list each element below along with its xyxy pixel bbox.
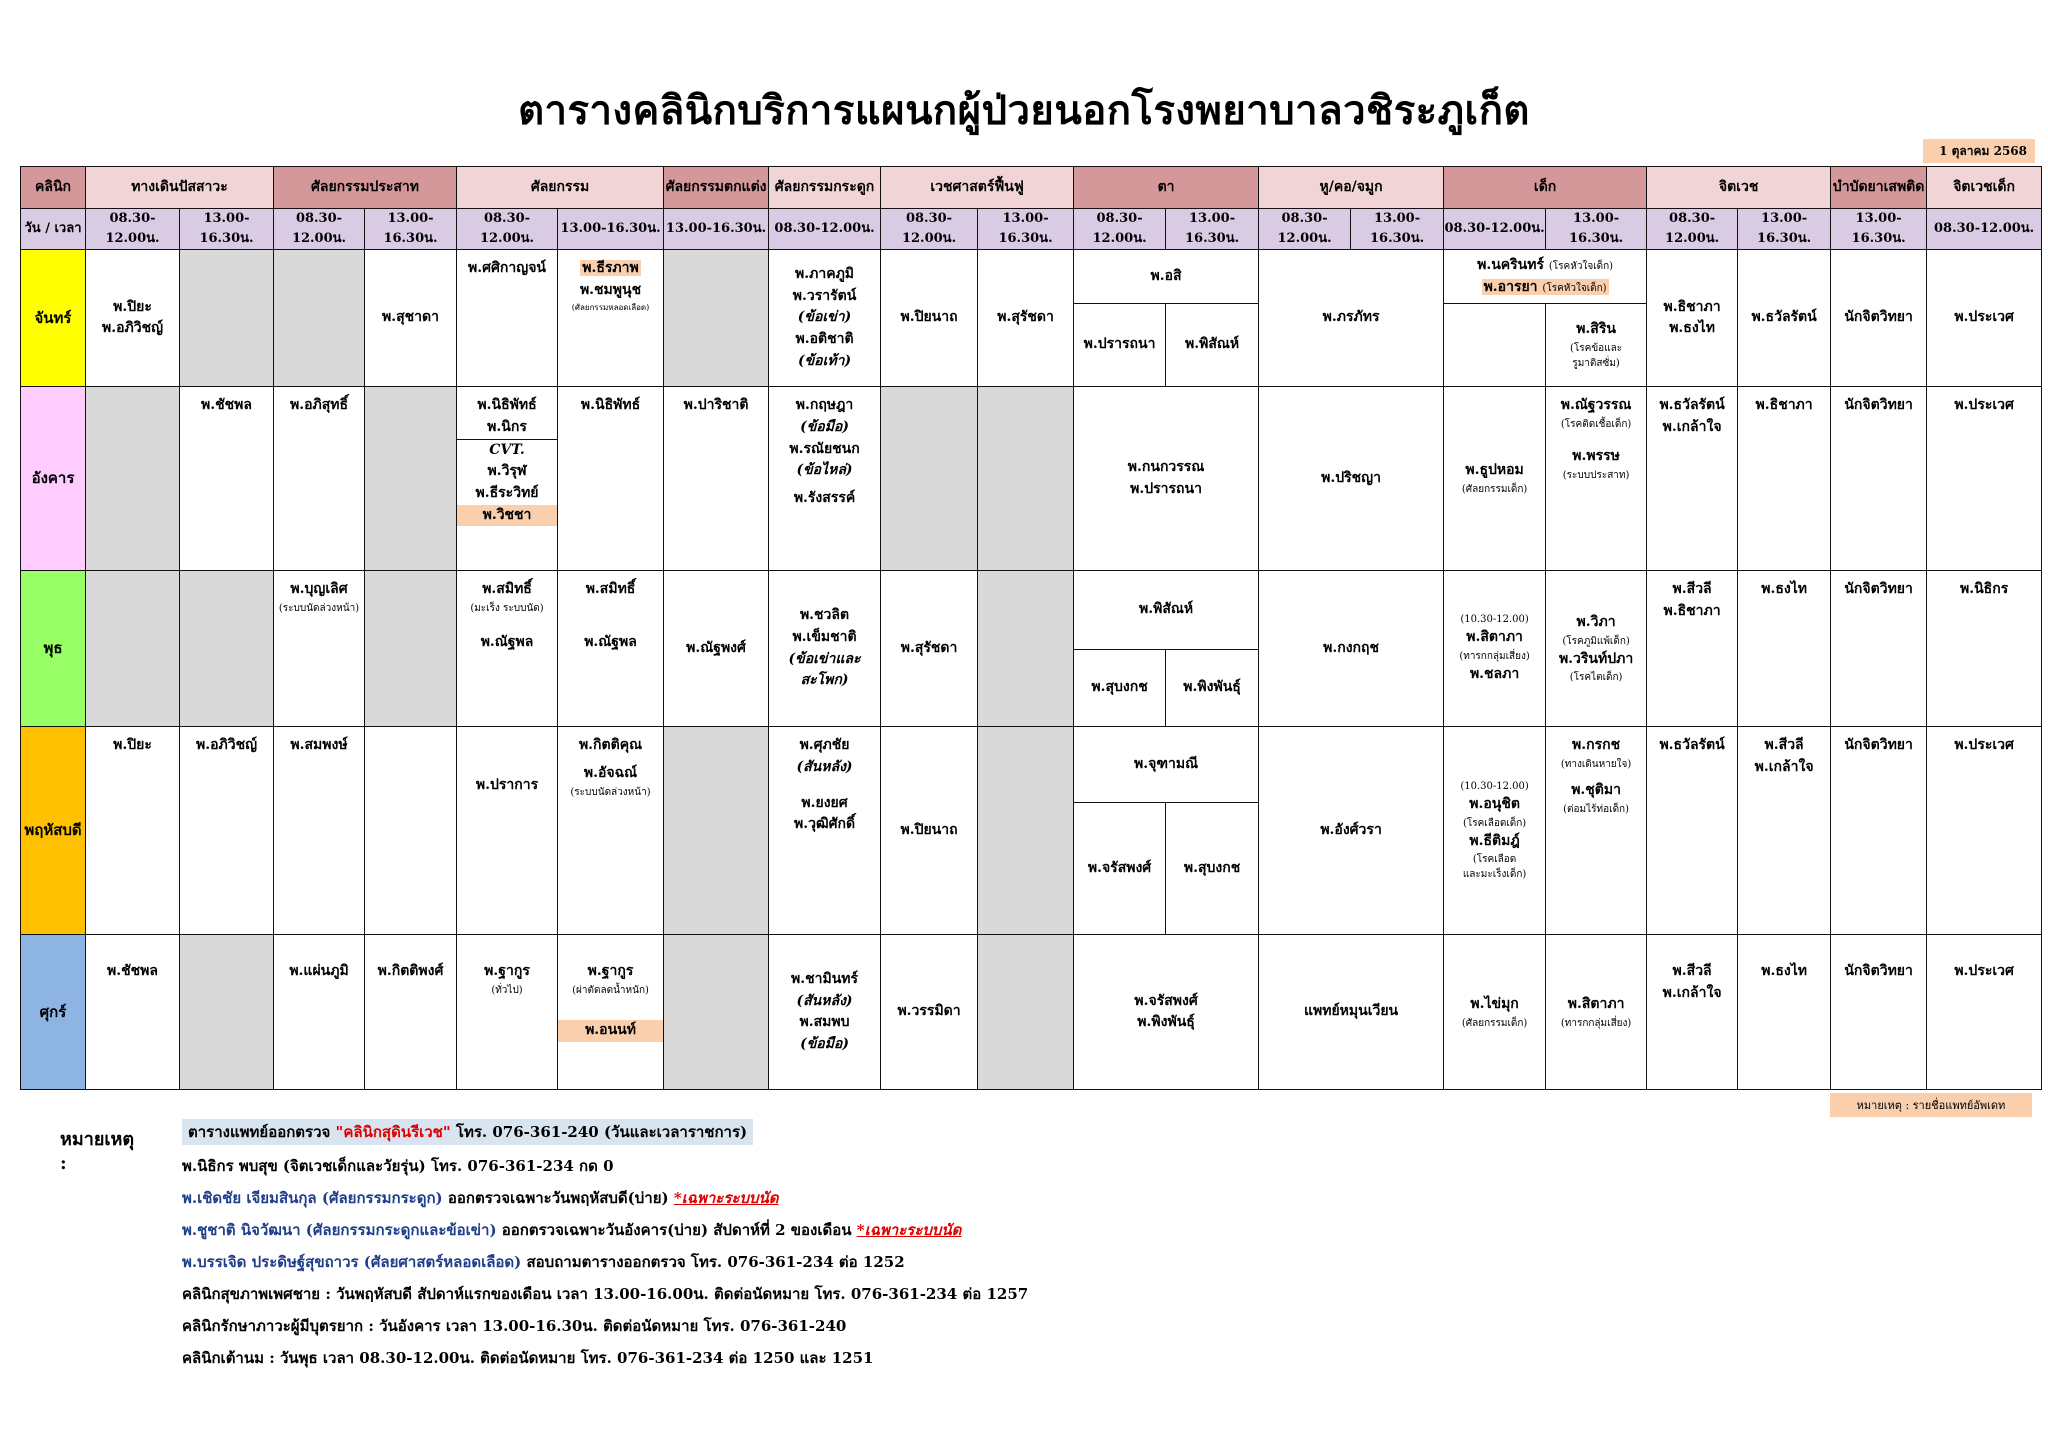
tue-child-psych: พ.ประเวศ	[1927, 387, 2042, 571]
mon-psych-pm: พ.ธวัลรัตน์	[1738, 250, 1831, 387]
note-line-2: พ.นิธิกร พบสุข (จิตเวชเด็กและวัยรุ่น) โทร. 076-361-234 กด 0	[182, 1157, 614, 1175]
wed-ortho-am: พ.ชวลิต พ.เข็มชาติ (ข้อเข่าและ สะโพก)	[769, 571, 881, 727]
header-dept-plastic: ศัลยกรรมตกแต่ง	[664, 167, 769, 209]
time-am: 08.30-12.00น.	[1444, 209, 1546, 250]
thu-neuro-pm	[365, 727, 457, 935]
mon-rehab-am: พ.ปิยนาถ	[881, 250, 978, 387]
fri-ent: แพทย์หมุนเวียน	[1259, 935, 1444, 1090]
wed-eye-am: พ.สุบงกช	[1074, 650, 1166, 727]
note-line-3: พ.เชิดชัย เจียมสินกุล (ศัลยกรรมกระดูก) ออกตรวจเฉพาะวันพฤหัสบดี(บ่าย) *เฉพาะระบบนัด	[182, 1189, 779, 1207]
thu-ortho-am: พ.ศุภชัย (สันหลัง) พ.ยงยศ พ.วุฒิศักดิ์	[769, 727, 881, 935]
day-thursday: พฤหัสบดี	[21, 727, 86, 935]
thu-ped-pm: พ.กรกช (ทางเดินหายใจ) พ.ชุติมา (ต่อมไร้ท่อเด็ก)	[1546, 727, 1647, 935]
mon-ortho-am: พ.ภาคภูมิ พ.วรารัตน์ (ข้อเข่า) พ.อติชาติ (ข้อเท้า)	[769, 250, 881, 387]
tue-rehab-pm	[978, 387, 1074, 571]
fri-psych-am: พ.สีวลี พ.เกล้าใจ	[1647, 935, 1738, 1090]
wed-neuro-pm	[365, 571, 457, 727]
wed-urology-am	[86, 571, 180, 727]
time-am: 08.30-12.00น.	[1074, 209, 1166, 250]
day-wednesday: พุธ	[21, 571, 86, 727]
mon-ent: พ.ภรภัทร	[1259, 250, 1444, 387]
mon-ped-pm: พ.สิริน (โรคข้อและ รูมาติสซั่ม)	[1546, 304, 1647, 387]
time-pm: 13.00-16.30น.	[664, 209, 769, 250]
header-dept-rehab: เวชศาสตร์ฟื้นฟู	[881, 167, 1074, 209]
header-dept-drug: บำบัดยาเสพติด	[1831, 167, 1927, 209]
fri-urology-pm	[180, 935, 274, 1090]
header-clinic: คลินิก	[21, 167, 86, 209]
time-am: 08.30-12.00น.	[1259, 209, 1351, 250]
fri-eye: พ.จรัสพงศ์ พ.พิงพันธุ์	[1074, 935, 1259, 1090]
header-dept-urology: ทางเดินปัสสาวะ	[86, 167, 274, 209]
fri-rehab-am: พ.วรรมิดา	[881, 935, 978, 1090]
fri-surgery-am: พ.ฐากูร (ทั่วไป)	[457, 935, 558, 1090]
mon-neuro-pm: พ.สุชาดา	[365, 250, 457, 387]
thu-surgery-pm: พ.กิตติคุณ พ.อัจฉณ์ (ระบบนัดล่วงหน้า)	[558, 727, 664, 935]
header-dept-neurosurgery: ศัลยกรรมประสาท	[274, 167, 457, 209]
tue-ped-am: พ.ธูปหอม (ศัลยกรรมเด็ก)	[1444, 387, 1546, 571]
mon-urology-pm	[180, 250, 274, 387]
note-line-1: ตารางแพทย์ออกตรวจ "คลินิกสุดินรีเวช" โทร. 076-361-240 (วันและเวลาราชการ)	[182, 1120, 753, 1144]
wed-child-psych: พ.นิธิกร	[1927, 571, 2042, 727]
header-dept-pediatrics: เด็ก	[1444, 167, 1647, 209]
tue-eye: พ.กนกวรรณ พ.ปรารถนา	[1074, 387, 1259, 571]
thu-child-psych: พ.ประเวศ	[1927, 727, 2042, 935]
note-line-6: คลินิกสุขภาพเพศชาย : วันพฤหัสบดี สัปดาห์แรกของเดือน เวลา 13.00-16.00น. ติดต่อนัดหมาย โทร. 076-361-234 ต่อ 1257	[182, 1285, 1029, 1303]
thu-urology-pm: พ.อภิวิชญ์	[180, 727, 274, 935]
header-dept-surgery: ศัลยกรรม	[457, 167, 664, 209]
wed-ped-am: (10.30-12.00) พ.สิตาภา (ทารกกลุ่มเสี่ยง) พ.ชลภา	[1444, 571, 1546, 727]
tue-urology-pm: พ.ชัชพล	[180, 387, 274, 571]
fri-psych-pm: พ.ธงไท	[1738, 935, 1831, 1090]
wed-ped-pm: พ.วิภา (โรคภูมิแพ้เด็ก) พ.วรินท์ปภา (โรคไตเด็ก)	[1546, 571, 1647, 727]
tue-neuro-am: พ.อภิสุทธิ์	[274, 387, 365, 571]
time-am: 08.30-12.00น.	[1927, 209, 2042, 250]
fri-drug: นักจิตวิทยา	[1831, 935, 1927, 1090]
thu-urology-am: พ.ปิยะ	[86, 727, 180, 935]
thu-psych-pm: พ.สีวลี พ.เกล้าใจ	[1738, 727, 1831, 935]
tue-neuro-pm	[365, 387, 457, 571]
fri-ped-am: พ.ไข่มุก (ศัลยกรรมเด็ก)	[1444, 935, 1546, 1090]
header-day-time: วัน / เวลา	[21, 209, 86, 250]
thu-eye-top: พ.จุฑามณี	[1074, 727, 1259, 803]
mon-child-psych: พ.ประเวศ	[1927, 250, 2042, 387]
tue-plastic-pm: พ.ปาริชาติ	[664, 387, 769, 571]
tue-psych-pm: พ.ธิชาภา	[1738, 387, 1831, 571]
wed-rehab-pm	[978, 571, 1074, 727]
time-pm: 13.00-16.30น.	[1166, 209, 1259, 250]
time-pm: 13.00-16.30น.	[1738, 209, 1831, 250]
mon-rehab-pm: พ.สุรัชดา	[978, 250, 1074, 387]
time-pm: 13.00-16.30น.	[1831, 209, 1927, 250]
thu-surgery-am: พ.ปราการ	[457, 727, 558, 935]
tue-ortho-am: พ.กฤษฎา (ข้อมือ) พ.รณัยชนก (ข้อไหล่) พ.รังสรรค์	[769, 387, 881, 571]
mon-plastic-pm	[664, 250, 769, 387]
time-pm: 13.00-16.30น.	[558, 209, 664, 250]
tue-drug: นักจิตวิทยา	[1831, 387, 1927, 571]
fri-child-psych: พ.ประเวศ	[1927, 935, 2042, 1090]
time-pm: 13.00-16.30น.	[978, 209, 1074, 250]
time-pm: 13.00-16.30น.	[1351, 209, 1444, 250]
fri-ped-pm: พ.สิตาภา (ทารกกลุ่มเสี่ยง)	[1546, 935, 1647, 1090]
wed-rehab-am: พ.สุรัชดา	[881, 571, 978, 727]
tue-urology-am	[86, 387, 180, 571]
thu-neuro-am: พ.สมพงษ์	[274, 727, 365, 935]
time-am: 08.30-12.00น.	[881, 209, 978, 250]
tue-surgery-am: พ.นิธิพัทธ์ พ.นิกร CVT. พ.วิรุฬ พ.ธีระวิทย์ พ.วิชชา	[457, 387, 558, 571]
fri-surgery-pm: พ.ฐากูร (ผ่าตัดลดน้ำหนัก) พ.อนนท์	[558, 935, 664, 1090]
mon-ped-cardio: พ.นครินทร์ (โรคหัวใจเด็ก) พ.อารยา (โรคหัวใจเด็ก)	[1444, 250, 1647, 304]
header-dept-eye: ตา	[1074, 167, 1259, 209]
mon-urology-am: พ.ปิยะ พ.อภิวิชญ์	[86, 250, 180, 387]
wed-ent: พ.กงกฤช	[1259, 571, 1444, 727]
mon-neuro-am	[274, 250, 365, 387]
mon-surgery-pm: พ.ธีรภาพ พ.ชมพูนุช (ศัลยกรรมหลอดเลือด)	[558, 250, 664, 387]
fri-ortho-am: พ.ชามินทร์ (สันหลัง) พ.สมพบ (ข้อมือ)	[769, 935, 881, 1090]
fri-rehab-pm	[978, 935, 1074, 1090]
note-line-5: พ.บรรเจิด ประดิษฐ์สุขถาวร (ศัลยศาสตร์หลอดเลือด) สอบถามตารางออกตรวจ โทร. 076-361-234 ต่อ 1252	[182, 1253, 905, 1271]
time-am: 08.30-12.00น.	[457, 209, 558, 250]
wed-eye-top: พ.พิสัณห์	[1074, 571, 1259, 650]
time-pm: 13.00-16.30น.	[180, 209, 274, 250]
tue-rehab-am	[881, 387, 978, 571]
thu-ped-am: (10.30-12.00) พ.อนุชิต (โรคเลือดเด็ก) พ.ธีติมฎ์ (โรคเลือด และมะเร็งเด็ก)	[1444, 727, 1546, 935]
mon-psych-am: พ.ธิชาภา พ.ธงไท	[1647, 250, 1738, 387]
notes-label: หมายเหตุ :	[60, 1129, 135, 1174]
header-dept-ortho: ศัลยกรรมกระดูก	[769, 167, 881, 209]
wed-eye-pm: พ.พิงพันธุ์	[1166, 650, 1259, 727]
wed-plastic-pm: พ.ณัฐพงศ์	[664, 571, 769, 727]
wed-surgery-pm: พ.สมิทธิ์ พ.ณัฐพล	[558, 571, 664, 727]
legend-badge: หมายเหตุ : รายชื่อแพทย์อัพเดท	[1830, 1093, 2032, 1117]
day-monday: จันทร์	[21, 250, 86, 387]
time-pm: 13.00-16.30น.	[1546, 209, 1647, 250]
thu-psych-am: พ.ธวัลรัตน์	[1647, 727, 1738, 935]
time-pm: 13.00-16.30น.	[365, 209, 457, 250]
time-am: 08.30-12.00น.	[1647, 209, 1738, 250]
fri-neuro-pm: พ.กิตติพงศ์	[365, 935, 457, 1090]
day-friday: ศุกร์	[21, 935, 86, 1090]
thu-eye-am: พ.จรัสพงศ์	[1074, 803, 1166, 935]
time-am: 08.30-12.00น.	[274, 209, 365, 250]
clinic-schedule-table	[20, 166, 2042, 1090]
note-line-4: พ.ชูชาติ นิจวัฒนา (ศัลยกรรมกระดูกและข้อเข่า) ออกตรวจเฉพาะวันอังคาร(บ่าย) สัปดาห์ที่ 2 ของเดือน *เฉพาะระบบนัด	[182, 1221, 962, 1239]
tue-psych-am: พ.ธวัลรัตน์ พ.เกล้าใจ	[1647, 387, 1738, 571]
wed-drug: นักจิตวิทยา	[1831, 571, 1927, 727]
thu-drug: นักจิตวิทยา	[1831, 727, 1927, 935]
wed-neuro-am: พ.บุญเลิศ (ระบบนัดล่วงหน้า)	[274, 571, 365, 727]
mon-ped-am	[1444, 304, 1546, 387]
tue-ent: พ.ปริชญา	[1259, 387, 1444, 571]
page-title: ตารางคลินิกบริการแผนกผู้ป่วยนอกโรงพยาบาลวชิระภูเก็ต	[518, 87, 1530, 134]
day-tuesday: อังคาร	[21, 387, 86, 571]
thu-rehab-am: พ.ปิยนาถ	[881, 727, 978, 935]
wed-surgery-am: พ.สมิทธิ์ (มะเร็ง ระบบนัด) พ.ณัฐพล	[457, 571, 558, 727]
fri-urology-am: พ.ชัชพล	[86, 935, 180, 1090]
thu-eye-pm: พ.สุบงกช	[1166, 803, 1259, 935]
time-am: 08.30-12.00น.	[769, 209, 881, 250]
thu-plastic-pm	[664, 727, 769, 935]
wed-psych-pm: พ.ธงไท	[1738, 571, 1831, 727]
mon-surgery-am: พ.ศศิกาญจน์	[457, 250, 558, 387]
tue-ped-pm: พ.ณัฐวรรณ (โรคติดเชื้อเด็ก) พ.พรรษ (ระบบประสาท)	[1546, 387, 1647, 571]
note-line-7: คลินิกรักษาภาวะผู้มีบุตรยาก : วันอังคาร เวลา 13.00-16.30น. ติดต่อนัดหมาย โทร. 076-361-240	[182, 1317, 847, 1335]
note-line-8: คลินิกเต้านม : วันพุธ เวลา 08.30-12.00น. ติดต่อนัดหมาย โทร. 076-361-234 ต่อ 1250 และ 1251	[182, 1349, 874, 1367]
tue-surgery-pm: พ.นิธิพัทธ์	[558, 387, 664, 571]
mon-eye-pm: พ.พิสัณห์	[1166, 304, 1259, 387]
time-am: 08.30-12.00น.	[86, 209, 180, 250]
wed-urology-pm	[180, 571, 274, 727]
header-dept-psychiatry: จิตเวช	[1647, 167, 1831, 209]
wed-psych-am: พ.สีวลี พ.ธิชาภา	[1647, 571, 1738, 727]
thu-ent: พ.อังศ์วรา	[1259, 727, 1444, 935]
mon-eye-am: พ.ปรารถนา	[1074, 304, 1166, 387]
fri-plastic-pm	[664, 935, 769, 1090]
header-dept-ent: หู/คอ/จมูก	[1259, 167, 1444, 209]
mon-eye-am-pm: พ.อสิ	[1074, 250, 1259, 304]
mon-drug: นักจิตวิทยา	[1831, 250, 1927, 387]
thu-rehab-pm	[978, 727, 1074, 935]
header-dept-child-psych: จิตเวชเด็ก	[1927, 167, 2042, 209]
date-badge: 1 ตุลาคม 2568	[1923, 139, 2035, 163]
fri-neuro-am: พ.แผ่นภูมิ	[274, 935, 365, 1090]
